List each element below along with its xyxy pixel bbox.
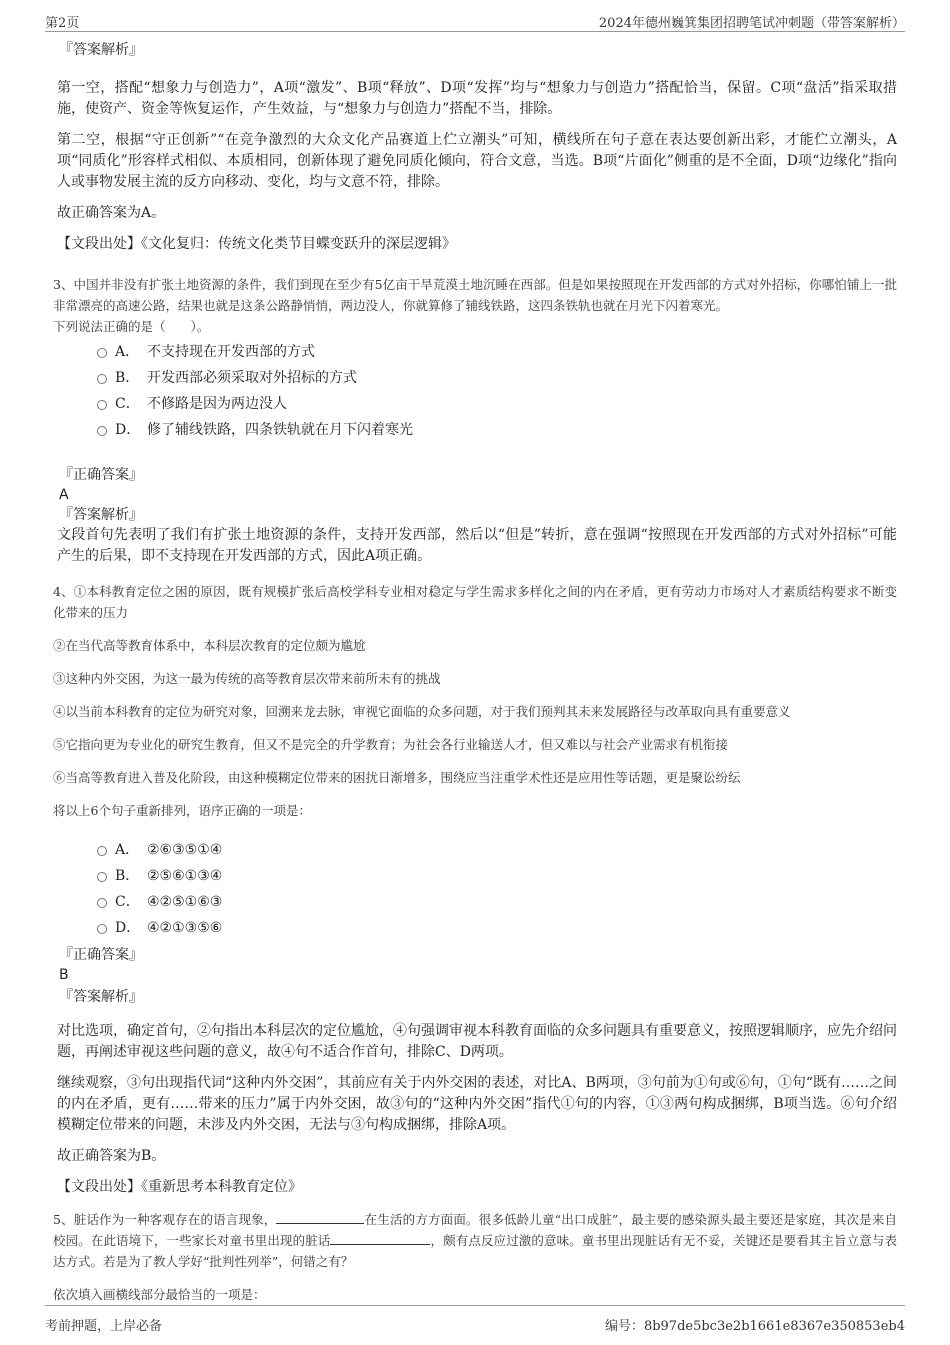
radio-icon[interactable] (97, 426, 107, 436)
q2-analysis-para2: 第二空，根据“守正创新”“在竞争激烈的大众文化产品赛道上伫立潮头”可知，横线所在句子意在表达要创新出彩，才能伫立潮头，A项“同质化”形容样式相似、本质相同，创新体现了避免同质化倾向，符合文意，当选。B项“片面化”侧重的是不全面，D项“边缘化”指向人或事物发展主流的反方向移动、变化，均与文意不符，排除。 (57, 132, 897, 190)
q3-analysis-label: 『答案解析』 (59, 507, 143, 523)
q4-stem: 4、①本科教育定位之困的原因，既有规模扩张后高校学科专业相对稳定与学生需求多样化之间的内在矛盾，更有劳动力市场对人才素质结构要求不断变化带来的压力 (53, 584, 897, 620)
q4-sentence-3: ③这种内外交困，为这一最为传统的高等教育层次带来前所未有的挑战 (53, 671, 441, 686)
q4-sentence-6: ⑥当高等教育进入普及化阶段，由这种模糊定位带来的困扰日渐增多，围绕应当注重学术性还是应用性等话题，更是聚讼纷纭 (53, 770, 741, 785)
page-footer (45, 1305, 905, 1335)
q3-prompt: 下列说法正确的是（ ）。 (53, 319, 210, 334)
page-number: 第2页 (45, 16, 80, 31)
q4-option-c[interactable]: C． ④②⑤①⑥③ (57, 889, 897, 915)
q3-option-a[interactable]: A． 不支持现在开发西部的方式 (57, 339, 897, 365)
q5-prompt: 依次填入画横线部分最恰当的一项是： (53, 1287, 266, 1302)
q4-options (57, 837, 897, 941)
q4-conclusion: 故正确答案为B。 (57, 1148, 166, 1164)
radio-icon[interactable] (97, 348, 107, 358)
q4-option-a[interactable]: A． ②⑥③⑤①④ (57, 837, 897, 863)
q3-option-c[interactable]: C． 不修路是因为两边没人 (57, 391, 897, 417)
document-title: 2024年德州巍箕集团招聘笔试冲刺题（带答案解析） (598, 16, 905, 31)
q3-option-d[interactable]: D． 修了辅线铁路，四条铁轨就在月下闪着寒光 (57, 417, 897, 443)
radio-icon[interactable] (97, 400, 107, 410)
page-header (45, 10, 905, 32)
q4-analysis-para2: 继续观察，③句出现指代词“这种内外交困”，其前应有关于内外交困的表述，对比A、B两项，③句前为①句或⑥句，①句“既有……之间的内在矛盾，更有……带来的压力”属于内外交困，故③句的“这种内外交困”指代①句的内容，①③两句构成捆绑，B项当选。⑥句介绍模糊定位带来的问题，未涉及内外交困，无法与③句构成捆绑，排除A项。 (57, 1075, 897, 1133)
fill-blank-1 (276, 1212, 364, 1224)
q3-option-b[interactable]: B． 开发西部必须采取对外招标的方式 (57, 365, 897, 391)
q4-source: 【文段出处】《重新思考本科教育定位》 (57, 1179, 302, 1195)
q4-sentence-5: ⑤它指向更为专业化的研究生教育，但又不是完全的升学教育；为社会各行业输送人才，但又难以与社会产业需求有机衔接 (53, 737, 729, 752)
q4-option-d[interactable]: D． ④②①③⑤⑥ (57, 915, 897, 941)
q3-answer: A (59, 487, 69, 503)
q2-source: 【文段出处】《文化复归：传统文化类节目蝶变跃升的深层逻辑》 (57, 236, 456, 252)
radio-icon[interactable] (97, 872, 107, 882)
q2-conclusion: 故正确答案为A。 (57, 205, 166, 221)
q4-sentence-2: ②在当代高等教育体系中，本科层次教育的定位颇为尴尬 (53, 638, 366, 653)
q4-analysis-label: 『答案解析』 (59, 989, 143, 1005)
q4-prompt: 将以上6个句子重新排列，语序正确的一项是： (53, 803, 311, 818)
q4-analysis-para1: 对比选项，确定首句，②句指出本科层次的定位尴尬，④句强调审视本科教育面临的众多问题具有重要意义，按照逻辑顺序，应先介绍问题，再阐述审视这些问题的意义，故④句不适合作首句，排除C、D两项。 (57, 1023, 897, 1060)
q5-stem: 5、脏话作为一种客观存在的语言现象， 在生活的方方面面。很多低龄儿童“出口成脏”，最主要的感染源头最主要还是家庭，其次是来自校园。在此语境下，一些家长对童书里出现的脏话 ，颇有点反应过激的意味。童书里出现脏话有无不妥，关键还是要看其主旨立意与表达方式。若是为了教人学好“批判性列举”，何错之有？ (53, 1212, 897, 1269)
q4-answer: B (59, 967, 69, 983)
q3-options (57, 339, 897, 443)
document-code: 编号：8b97de5bc3e2b1661e8367e350853eb4 (604, 1319, 905, 1334)
q3-stem: 3、中国并非没有扩张土地资源的条件，我们到现在至少有5亿亩干旱荒漠土地沉睡在西部。但是如果按照现在开发西部的方式对外招标，你哪怕铺上一批非常漂亮的高速公路，结果也就是这条公路静悄悄，两边没人，你就算修了辅线铁路，这四条铁轨也就在月光下闪着寒光。 (53, 277, 897, 313)
footer-slogan: 考前押题，上岸必备 (45, 1319, 163, 1334)
q2-analysis-label: 『答案解析』 (59, 42, 143, 58)
radio-icon[interactable] (97, 924, 107, 934)
q4-option-b[interactable]: B． ②⑤⑥①③④ (57, 863, 897, 889)
q2-analysis-para1: 第一空，搭配“想象力与创造力”，A项“激发”、B项“释放”、D项“发挥”均与“想象力与创造力”搭配恰当，保留。C项“盘活”指采取措施，使资产、资金等恢复运作，产生效益，与“想象力与创造力”搭配不当，排除。 (57, 80, 897, 117)
q4-sentence-4: ④以当前本科教育的定位为研究对象，回溯来龙去脉，审视它面临的众多问题，对于我们预判其未来发展路径与改革取向具有重要意义 (53, 704, 791, 719)
fill-blank-2 (330, 1233, 430, 1245)
radio-icon[interactable] (97, 846, 107, 856)
radio-icon[interactable] (97, 374, 107, 384)
page-content (53, 40, 897, 1305)
q3-analysis: 文段首句先表明了我们有扩张土地资源的条件，支持开发西部，然后以“但是”转折，意在强调“按照现在开发西部的方式对外招标”可能产生的后果，即不支持现在开发西部的方式，因此A项正确。 (57, 527, 897, 564)
q4-answer-label: 『正确答案』 (59, 947, 143, 963)
q3-answer-label: 『正确答案』 (59, 467, 143, 483)
radio-icon[interactable] (97, 898, 107, 908)
